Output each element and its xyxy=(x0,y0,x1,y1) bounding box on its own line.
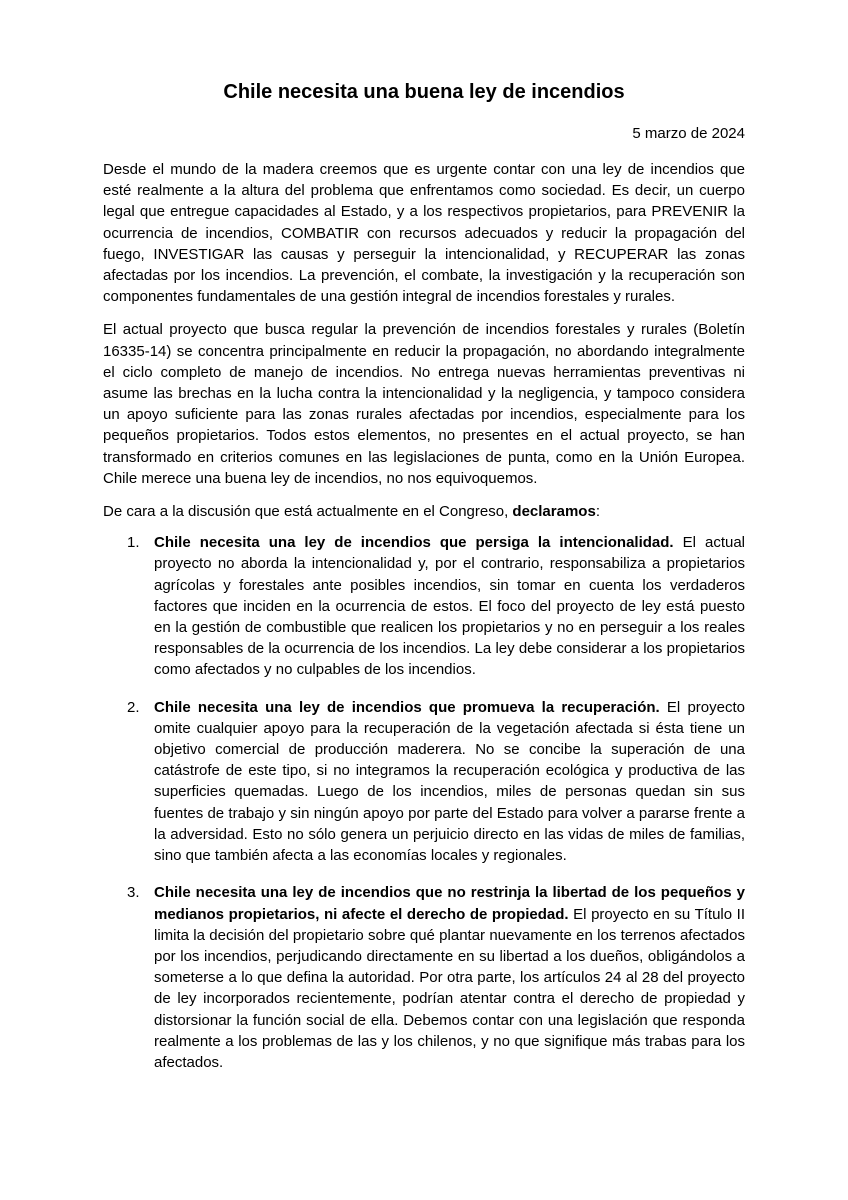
intro-bold: declaramos xyxy=(512,503,596,521)
declaration-heading: Chile necesita una ley de incendios que no restrinja la libertad de los pequeños y medianos propietarios, ni afecte el derecho de propiedad. xyxy=(154,884,745,923)
declaration-item xyxy=(103,697,745,867)
declaration-text: El proyecto omite cualquier apoyo para la recuperación de la vegetación afectada si ésta tiene un objetivo comercial de producción maderera. No se concibe la superación de una catástrofe de este tipo, si no integramos la recuperación ecológica y productiva de las superficies quemadas. Luego de los incendios, miles de personas quedan sin sus fuentes de trabajo y sin ningún apoyo por parte del Estado para volver a pararse frente a la adversidad. Esto no sólo genera un perjuicio directo en las vidas de miles de familias, sino que también afecta a las economías locales y regionales. xyxy=(154,698,745,865)
intro-text: De cara a la discusión que está actualmente en el Congreso, xyxy=(103,503,513,521)
declaration-heading: Chile necesita una ley de incendios que promueva la recuperación. xyxy=(154,698,660,716)
intro-paragraph xyxy=(103,501,745,522)
declaration-heading: Chile necesita una ley de incendios que persiga la intencionalidad. xyxy=(154,534,674,552)
declaration-number: 1. xyxy=(127,534,140,552)
declaration-text: El proyecto en su Título II limita la decisión del propietario sobre qué plantar nuevamente en los terrenos afectados por los incendios, perjudicando directamente en su libertad a los dueños, obligándolos a someterse a lo que defina la autoridad. Por otra parte, los artículos 24 al 28 del proyecto de ley incorporados recientemente, podrían atentar contra el derecho de propiedad y distorsionar la función social de ella. Debemos contar con una legislación que responda realmente a los problemas de las y los chilenos, y no que signifique más trabas para los afectados. xyxy=(154,905,745,1071)
declaration-body xyxy=(154,697,745,867)
declaration-item xyxy=(103,532,745,680)
declaration-item xyxy=(103,882,745,1073)
declaration-body xyxy=(154,532,745,680)
declaration-number: 3. xyxy=(127,884,140,902)
declaration-body xyxy=(154,882,745,1073)
page-title: Chile necesita una buena ley de incendios xyxy=(223,81,625,103)
declaration-number: 2. xyxy=(127,698,140,716)
declaration-text: El actual proyecto no aborda la intencionalidad y, por el contrario, responsabiliza a propietarios agrícolas y forestales ante posibles incendios, sin tomar en cuenta los verdaderos factores que inciden en la ocurrencia de estos. El foco del proyecto de ley está puesto en la gestión de combustible que realicen los propietarios y no en perseguir a los reales responsables de la ocurrencia de los incendios. La ley debe considerar a los propietarios como afectados y no culpables de los incendios. xyxy=(154,534,746,679)
intro-suffix: : xyxy=(595,503,600,521)
declarations-list xyxy=(103,532,745,1073)
paragraph-2: El actual proyecto que busca regular la prevención de incendios forestales y rurales (Boletín 16335-14) se concentra principalmente en reducir la propagación, no abordando integralmente el ciclo completo de manejo de incendios. No entrega nuevas herramientas preventivas ni asume las brechas en la lucha contra la intencionalidad y la negligencia, y tampoco considera un apoyo suficiente para las zonas rurales afectadas por incendios, especialmente para los pequeños propietarios. Todos estos elementos, no presentes en el actual proyecto, se han transformado en criterios comunes en las legislaciones de punta, como en la Unión Europea. Chile merece una buena ley de incendios, no nos equivoquemos. xyxy=(103,321,745,487)
document-date: 5 marzo de 2024 xyxy=(632,125,745,142)
paragraph-1: Desde el mundo de la madera creemos que es urgente contar con una ley de incendios que esté realmente a la altura del problema que enfrentamos como sociedad. Es decir, un cuerpo legal que entregue capacidades al Estado, y a los respectivos propietarios, para PREVENIR la ocurrencia de incendios, COMBATIR con recursos adecuados y reducir la propagación del fuego, INVESTIGAR las causas y perseguir la intencionalidad, y RECUPERAR las zonas afectadas por los incendios. La prevención, el combate, la investigación y la recuperación son componentes fundamentales de una gestión integral de incendios forestales y rurales. xyxy=(103,161,745,306)
